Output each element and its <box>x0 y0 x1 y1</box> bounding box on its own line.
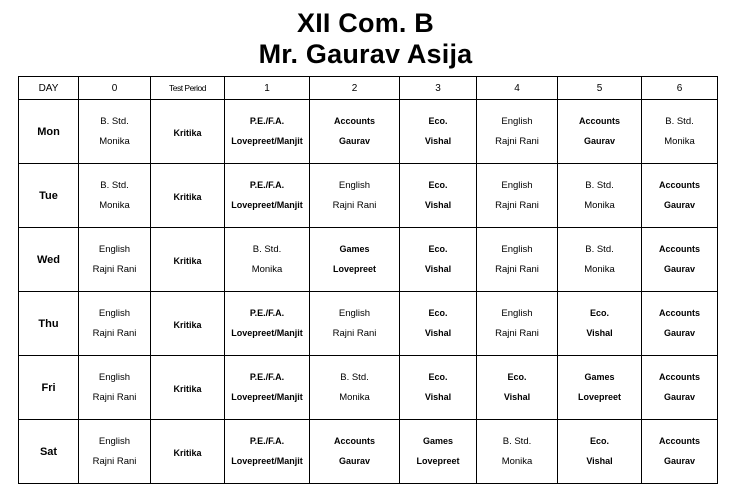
cell-teacher: Vishal <box>424 264 452 274</box>
period-cell <box>79 292 151 356</box>
cell-subject: B. Std. <box>585 244 614 255</box>
cell-subject: B. Std. <box>665 116 694 127</box>
cell-subject: Accounts <box>333 116 375 126</box>
day-label: Thu <box>19 292 79 356</box>
period-cell <box>642 228 718 292</box>
cell-teacher: Lovepreet/Manjit <box>231 328 303 338</box>
cell-subject: B. Std. <box>100 116 129 127</box>
period-cell <box>642 164 718 228</box>
period-cell <box>642 420 718 484</box>
cell-subject: English <box>501 308 533 319</box>
table-row <box>19 228 718 292</box>
cell-teacher: Rajni Rani <box>92 264 137 275</box>
period-cell <box>558 292 642 356</box>
period-cell <box>225 356 310 420</box>
period-cell <box>642 100 718 164</box>
cell-subject: Games <box>339 244 370 254</box>
cell-teacher: Lovepreet <box>416 456 460 466</box>
cell-subject: English <box>98 308 131 319</box>
timetable <box>18 76 718 484</box>
column-header-period-3: 3 <box>400 77 477 100</box>
cell-teacher: Rajni Rani <box>495 264 539 275</box>
period-cell <box>400 164 477 228</box>
cell-teacher: Lovepreet/Manjit <box>231 392 303 402</box>
period-cell <box>400 356 477 420</box>
period-cell <box>642 356 718 420</box>
cell-subject: English <box>338 180 371 191</box>
cell-subject: Accounts <box>658 308 700 318</box>
cell-subject: English <box>501 180 533 191</box>
cell-subject: Accounts <box>658 180 700 190</box>
cell-subject: Kritika <box>173 447 202 458</box>
column-header-period-5: 5 <box>558 77 642 100</box>
teacher-name: Mr. Gaurav Asija <box>258 39 473 69</box>
cell-subject: English <box>98 436 131 447</box>
cell-subject: Accounts <box>658 436 700 446</box>
cell-teacher: Monika <box>584 200 615 211</box>
header-row <box>19 77 718 100</box>
period-cell <box>558 228 642 292</box>
day-label: Sat <box>19 420 79 484</box>
period-cell <box>79 100 151 164</box>
period-cell <box>310 228 400 292</box>
table-row <box>19 420 718 484</box>
cell-teacher: Rajni Rani <box>92 456 137 467</box>
cell-subject: Games <box>584 372 615 382</box>
column-header-period-1: 1 <box>225 77 310 100</box>
page-title: XII Com. B <box>296 8 434 38</box>
cell-subject: English <box>338 308 371 319</box>
period-cell <box>477 292 558 356</box>
cell-teacher: Vishal <box>586 456 613 466</box>
cell-teacher: Vishal <box>586 328 613 338</box>
cell-teacher: Rajni Rani <box>495 200 539 211</box>
period-cell <box>225 228 310 292</box>
cell-subject: Kritika <box>173 191 202 202</box>
cell-teacher: Vishal <box>424 136 452 146</box>
period-cell <box>400 292 477 356</box>
cell-subject: Eco. <box>589 436 609 446</box>
cell-teacher: Vishal <box>424 200 452 210</box>
cell-subject: English <box>98 244 131 255</box>
cell-teacher: Monika <box>99 136 130 147</box>
cell-subject: Eco. <box>428 116 448 126</box>
period-cell <box>400 228 477 292</box>
cell-subject: Accounts <box>333 436 375 446</box>
cell-teacher: Monika <box>501 456 533 467</box>
cell-teacher: Gaurav <box>663 456 696 466</box>
table-row <box>19 100 718 164</box>
period-cell <box>79 228 151 292</box>
period-cell <box>79 420 151 484</box>
cell-teacher: Rajni Rani <box>332 200 377 211</box>
table-row <box>19 356 718 420</box>
cell-subject: Eco. <box>507 372 527 382</box>
cell-teacher: Rajni Rani <box>332 328 377 339</box>
table-row <box>19 164 718 228</box>
day-label: Mon <box>19 100 79 164</box>
cell-subject: P.E./F.A. <box>249 116 285 126</box>
cell-teacher: Gaurav <box>663 392 696 402</box>
period-cell <box>151 292 225 356</box>
cell-subject: Accounts <box>658 244 700 254</box>
period-cell <box>151 164 225 228</box>
period-cell <box>310 420 400 484</box>
cell-subject: Kritika <box>173 319 202 330</box>
column-header-period-6: 6 <box>642 77 718 100</box>
period-cell <box>558 164 642 228</box>
cell-teacher: Monika <box>339 392 370 403</box>
cell-subject: Games <box>422 436 454 446</box>
period-cell <box>310 292 400 356</box>
cell-teacher: Lovepreet <box>577 392 621 402</box>
cell-subject: B. Std. <box>252 244 282 255</box>
column-header-day: DAY <box>19 77 79 100</box>
cell-subject: English <box>501 244 533 255</box>
cell-subject: P.E./F.A. <box>249 180 285 190</box>
period-cell <box>225 164 310 228</box>
period-cell <box>79 356 151 420</box>
day-label: Tue <box>19 164 79 228</box>
cell-teacher: Rajni Rani <box>495 328 539 339</box>
period-cell <box>225 420 310 484</box>
period-cell <box>151 420 225 484</box>
cell-subject: Eco. <box>428 372 448 382</box>
day-label: Fri <box>19 356 79 420</box>
cell-teacher: Lovepreet/Manjit <box>231 200 303 210</box>
cell-subject: Eco. <box>428 180 448 190</box>
period-cell <box>558 100 642 164</box>
cell-teacher: Lovepreet/Manjit <box>231 456 303 466</box>
cell-teacher: Lovepreet/Manjit <box>231 136 303 146</box>
cell-subject: P.E./F.A. <box>249 308 285 318</box>
period-cell <box>151 356 225 420</box>
period-cell <box>310 164 400 228</box>
period-cell <box>642 292 718 356</box>
cell-teacher: Monika <box>251 264 283 275</box>
column-header-period-0: 0 <box>79 77 151 100</box>
cell-subject: B. Std. <box>585 180 614 191</box>
cell-teacher: Rajni Rani <box>495 136 539 147</box>
cell-teacher: Monika <box>584 264 615 275</box>
cell-subject: Eco. <box>428 308 448 318</box>
column-header-test-period: Test Period <box>151 77 225 100</box>
period-cell <box>310 356 400 420</box>
cell-teacher: Vishal <box>424 392 452 402</box>
cell-teacher: Rajni Rani <box>92 328 137 339</box>
cell-teacher: Monika <box>99 200 130 211</box>
cell-subject: Eco. <box>428 244 448 254</box>
cell-subject: B. Std. <box>340 372 369 383</box>
period-cell <box>477 356 558 420</box>
cell-subject: Kritika <box>173 383 202 394</box>
cell-teacher: Gaurav <box>338 456 371 466</box>
cell-teacher: Gaurav <box>663 264 696 274</box>
period-cell <box>151 100 225 164</box>
period-cell <box>400 100 477 164</box>
period-cell <box>151 228 225 292</box>
cell-teacher: Lovepreet <box>332 264 376 274</box>
period-cell <box>477 164 558 228</box>
day-label: Wed <box>19 228 79 292</box>
cell-teacher: Gaurav <box>583 136 616 146</box>
cell-teacher: Monika <box>664 136 695 147</box>
column-header-period-2: 2 <box>310 77 400 100</box>
period-cell <box>225 292 310 356</box>
cell-teacher: Gaurav <box>663 328 696 338</box>
period-cell <box>400 420 477 484</box>
cell-subject: English <box>501 116 533 127</box>
cell-subject: P.E./F.A. <box>249 436 285 446</box>
column-header-period-4: 4 <box>477 77 558 100</box>
cell-subject: Accounts <box>658 372 700 382</box>
cell-subject: English <box>98 372 131 383</box>
period-cell <box>477 420 558 484</box>
cell-subject: Accounts <box>578 116 620 126</box>
cell-subject: Eco. <box>589 308 609 318</box>
cell-subject: B. Std. <box>502 436 532 447</box>
cell-teacher: Gaurav <box>663 200 696 210</box>
cell-teacher: Rajni Rani <box>92 392 137 403</box>
period-cell <box>310 100 400 164</box>
cell-teacher: Vishal <box>424 328 452 338</box>
table-row <box>19 292 718 356</box>
cell-subject: P.E./F.A. <box>249 372 285 382</box>
period-cell <box>558 356 642 420</box>
cell-subject: B. Std. <box>100 180 129 191</box>
period-cell <box>558 420 642 484</box>
title-block <box>0 8 731 70</box>
period-cell <box>477 228 558 292</box>
period-cell <box>477 100 558 164</box>
cell-teacher: Gaurav <box>338 136 371 146</box>
cell-subject: Kritika <box>173 127 202 138</box>
period-cell <box>225 100 310 164</box>
period-cell <box>79 164 151 228</box>
cell-subject: Kritika <box>173 255 202 266</box>
timetable-body <box>19 100 718 484</box>
cell-teacher: Vishal <box>503 392 531 402</box>
